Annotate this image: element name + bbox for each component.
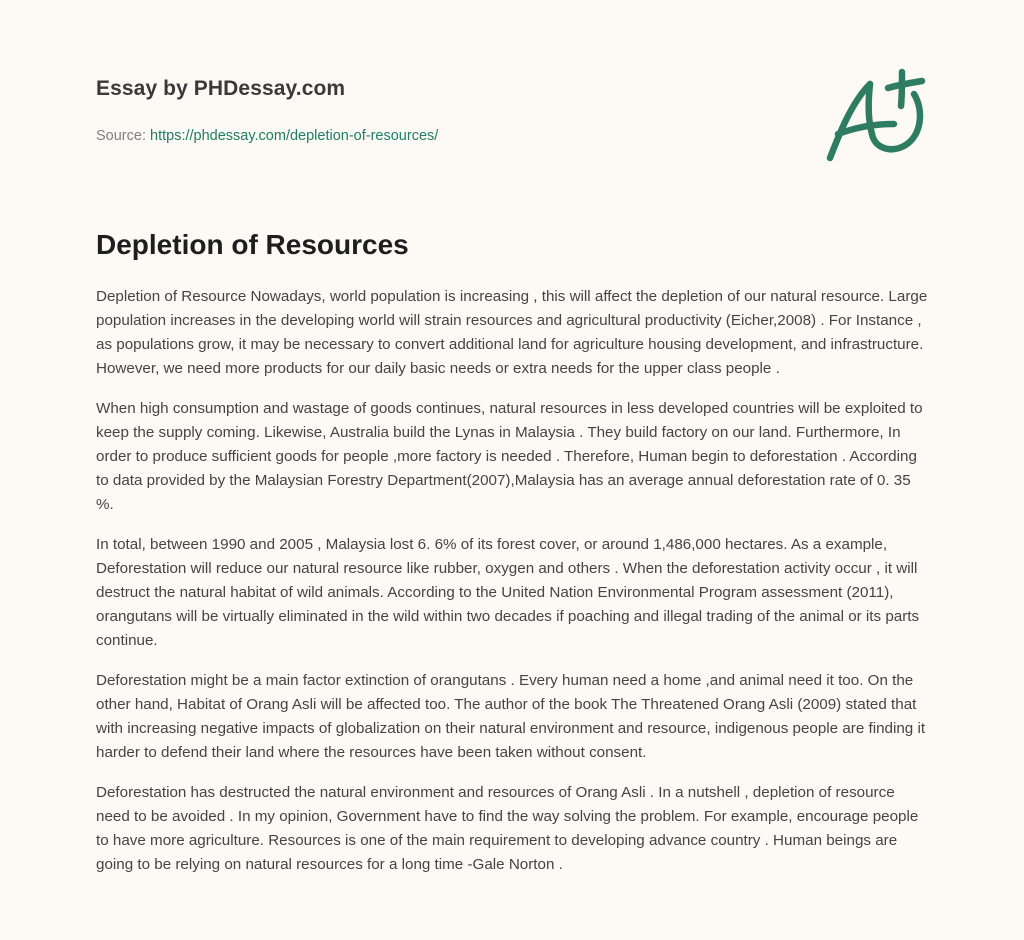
source-link[interactable]: https://phdessay.com/depletion-of-resources/ <box>150 128 439 144</box>
a-plus-grade-icon <box>818 62 934 172</box>
essay-paragraph-3: In total, between 1990 and 2005 , Malaysia lost 6. 6% of its forest cover, or around 1,486,000 hectares. As a example, Deforestation will reduce our natural resource like rubber, oxygen and others . When the deforestation activity occur , it will destruct the natural habitat of wild animals. According to the United Nation Environmental Program assessment (2011), orangutans will be virtually eliminated in the wild within two decades if poaching and illegal trading of the animal or its parts continue. <box>96 536 920 649</box>
essay-paragraph-5: Deforestation has destructed the natural environment and resources of Orang Asli . In a nutshell , depletion of resource need to be avoided . In my opinion, Government have to find the way solving the problem. For example, encourage people to have more agriculture. Resources is one of the main requirement to developing advance country . Human beings are going to be relying on natural resources for a long time -Gale Norton . <box>96 784 919 873</box>
page-header <box>96 74 696 146</box>
essay-paragraph-4: Deforestation might be a main factor extinction of orangutans . Every human need a home ,and animal need it too. On the other hand, Habitat of Orang Asli will be affected too. The author of the book The Threatened Orang Asli (2009) stated that with increasing negative impacts of globalization on their natural environment and resource, indigenous people are finding it harder to defend their land where the resources have been taken without consent. <box>96 672 926 761</box>
essay-paragraph-1: Depletion of Resource Nowadays, world population is increasing , this will affect the depletion of our natural resource. Large population increases in the developing world will strain resources and agricultural productivity (Eicher,2008) . For Instance , as populations grow, it may be necessary to convert additional land for agriculture housing development, and infrastructure. However, we need more products for our daily basic needs or extra needs for the upper class people . <box>96 288 928 377</box>
source-label: Source: <box>96 128 146 144</box>
essay-body <box>96 285 928 893</box>
essay-paragraph-2: When high consumption and wastage of goods continues, natural resources in less developed countries will be exploited to keep the supply coming. Likewise, Australia build the Lynas in Malaysia . They build factory on our land. Furthermore, In order to produce sufficient goods for people ,more factory is needed . Therefore, Human begin to deforestation . According to data provided by the Malaysian Forestry Department(2007),Malaysia has an average annual deforestation rate of 0. 35 %. <box>96 400 923 513</box>
source-line <box>96 126 696 146</box>
brand-title: Essay by PHDessay.com <box>96 77 346 100</box>
document-title: Depletion of Resources <box>96 229 409 260</box>
